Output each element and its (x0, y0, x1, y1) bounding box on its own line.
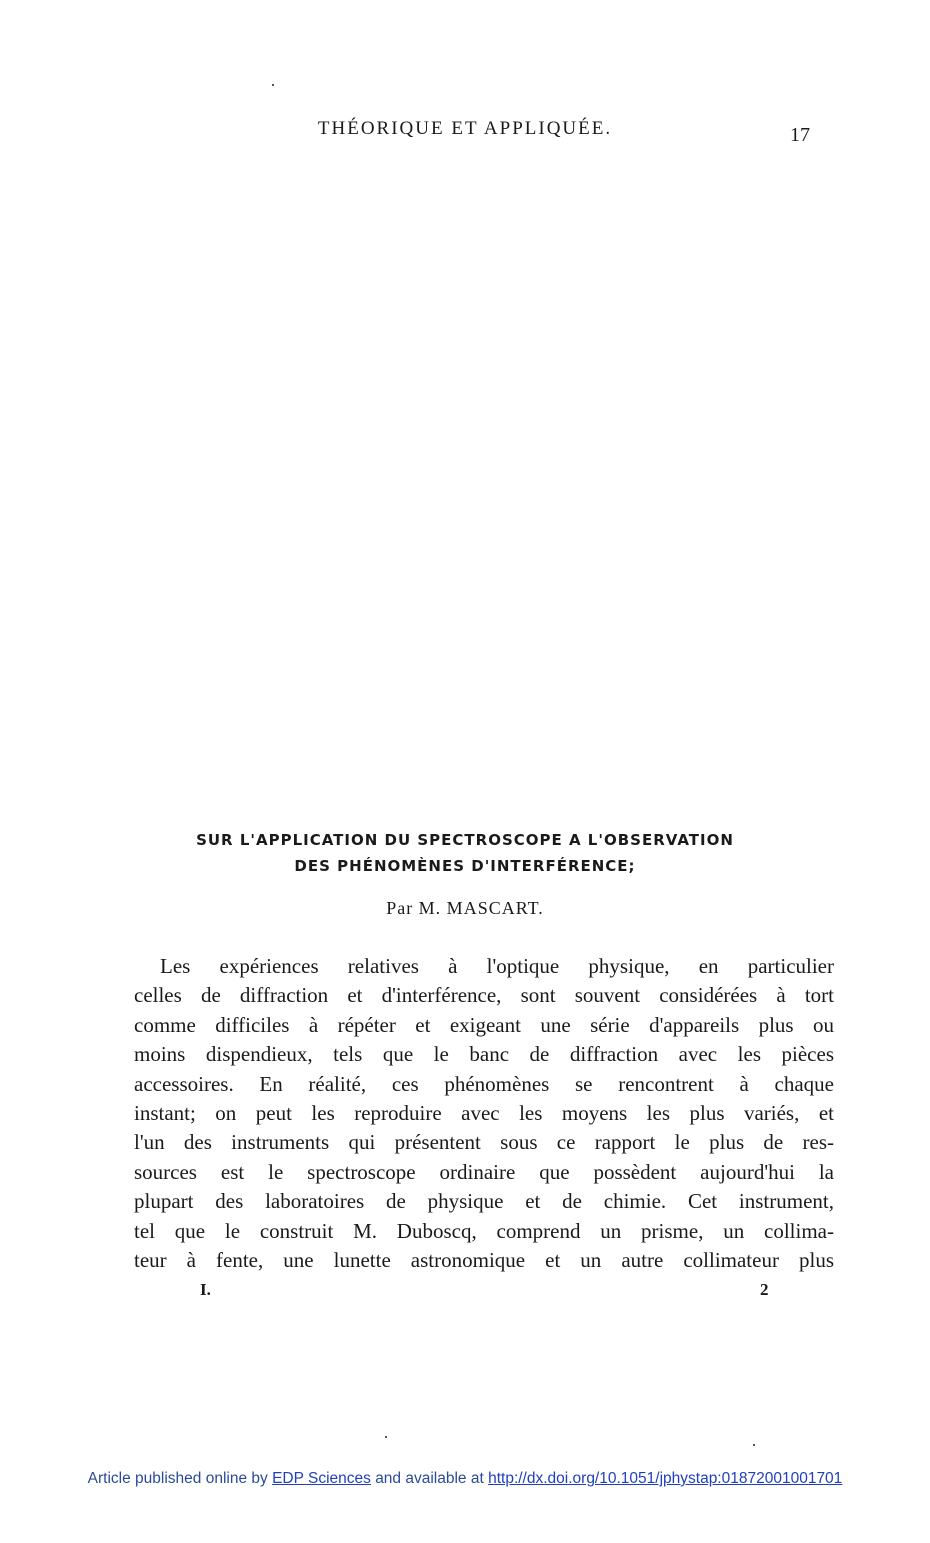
text-line: instant; on peut les reproduire avec les moyens les plus variés, et (134, 1100, 834, 1125)
text-line: Les expériences relatives à l'optique physique, en particulier (160, 954, 834, 978)
author-byline: Par M. MASCART. (386, 898, 544, 918)
signature-mark-right: 2 (760, 1280, 769, 1299)
body-paragraph (134, 952, 834, 1275)
footer-middle: and available at (375, 1470, 484, 1487)
footer-prefix: Article published online by (87, 1470, 268, 1487)
page-number: 17 (790, 124, 810, 146)
text-line: teur à fente, une lunette astronomique et un autre collimateur plus (134, 1247, 834, 1272)
text-line: moins dispendieux, tels que le banc de diffraction avec les pièces (134, 1042, 834, 1067)
title-line-1: SUR L'APPLICATION DU SPECTROSCOPE A L'OBSERVATION (196, 831, 734, 849)
text-line: l'un des instruments qui présentent sous ce rapport le plus de res- (134, 1130, 834, 1155)
article-title (0, 827, 930, 879)
publisher-link[interactable]: EDP Sciences (272, 1470, 371, 1487)
scan-speck (753, 1444, 755, 1446)
text-line: accessoires. En réalité, ces phénomènes se rencontrent à chaque (134, 1071, 834, 1096)
scan-speck (385, 1436, 387, 1438)
doi-link[interactable]: http://dx.doi.org/10.1051/jphystap:01872001001701 (488, 1470, 843, 1487)
publication-footer (0, 1470, 930, 1488)
text-line: plupart des laboratoires de physique et de chimie. Cet instrument, (134, 1189, 834, 1214)
title-line-2: DES PHÉNOMÈNES D'INTERFÉRENCE; (294, 857, 636, 875)
text-line: tel que le construit M. Duboscq, comprend un prisme, un collima- (134, 1218, 834, 1243)
signature-mark-left: I. (200, 1280, 211, 1299)
text-line: sources est le spectroscope ordinaire que possèdent aujourd'hui la (134, 1159, 834, 1184)
text-line: celles de diffraction et d'interférence, sont souvent considérées à tort (134, 983, 834, 1008)
text-line: comme difficiles à répéter et exigeant une série d'appareils plus ou (134, 1012, 834, 1037)
scan-speck (272, 84, 274, 86)
running-head: THÉORIQUE ET APPLIQUÉE. (317, 118, 613, 139)
